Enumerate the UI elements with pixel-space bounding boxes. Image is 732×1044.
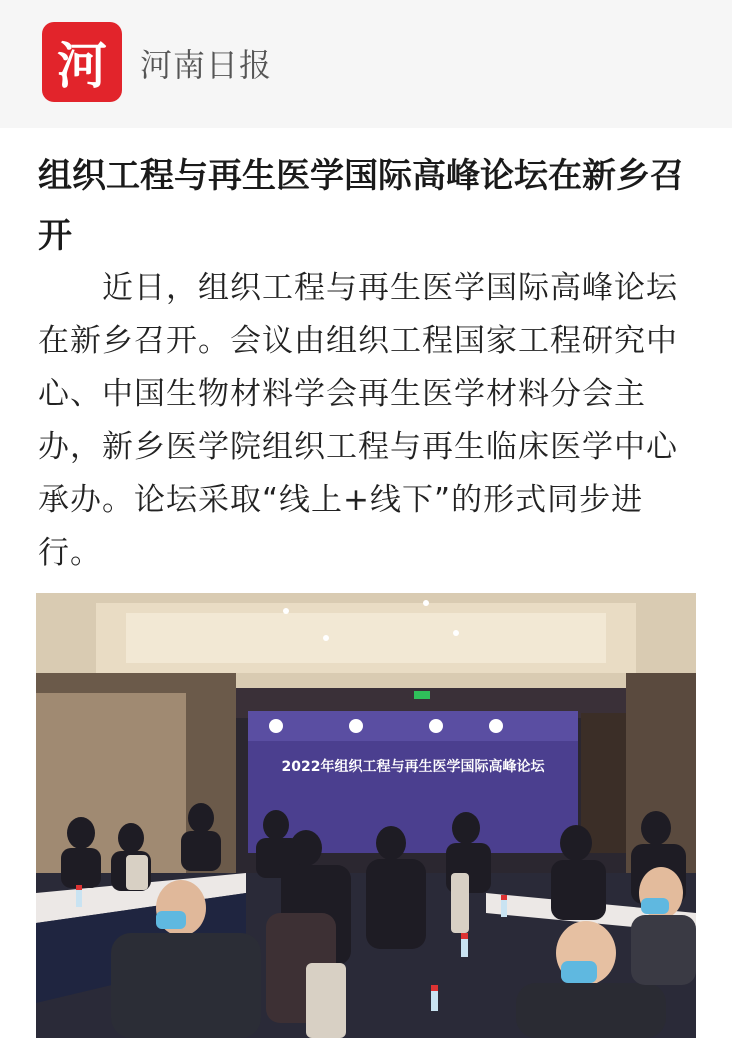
ceiling-light	[423, 600, 429, 606]
conference-photo[interactable]	[36, 593, 696, 1038]
henan-daily-logo[interactable]	[42, 22, 122, 102]
logo-character: 河	[57, 36, 107, 95]
organizer-logo	[269, 719, 283, 733]
ceiling-light	[323, 635, 329, 641]
banner-title: 2022年组织工程与再生医学国际高峰论坛	[281, 759, 545, 775]
ceiling-light	[453, 630, 459, 636]
exit-sign	[414, 691, 430, 699]
organizer-logo	[349, 719, 363, 733]
organizer-logo	[489, 719, 503, 733]
article-title: 组织工程与再生医学国际高峰论坛在新乡召开	[38, 156, 684, 256]
article-body: 近日，组织工程与再生医学国际高峰论坛在新乡召开。会议由组织工程国家工程研究中心、中国生物材料学会再生医学材料分会主办，新乡医学院组织工程与再生临床医学中心承办。论坛采取“线上+线下”的形式同步进行。	[38, 270, 678, 571]
brand-name[interactable]: 河南日报	[140, 46, 273, 84]
left-wall-panel	[36, 693, 186, 873]
conference-photo-illustration	[36, 593, 696, 1038]
organizer-logo	[429, 719, 443, 733]
ceiling-inner-panel	[126, 613, 606, 663]
banner-logo-strip	[248, 711, 578, 741]
app-header	[0, 0, 732, 128]
ceiling-light	[283, 608, 289, 614]
